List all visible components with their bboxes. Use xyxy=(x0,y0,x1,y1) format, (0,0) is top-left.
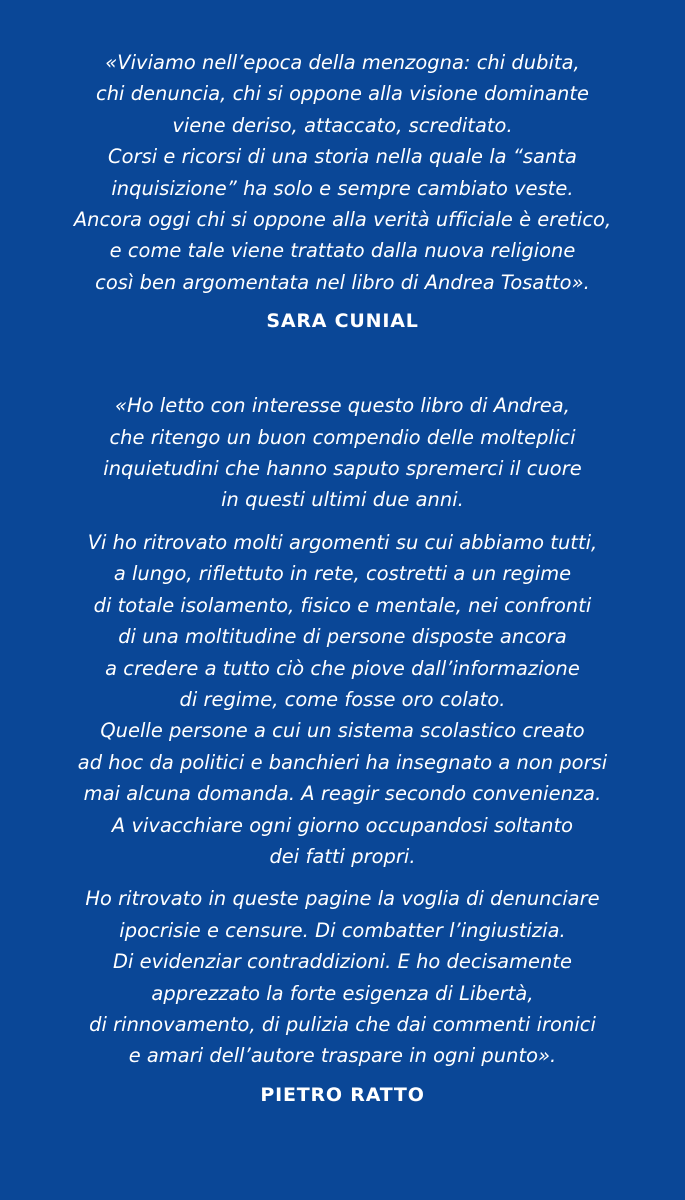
quote-line: mai alcuna domanda. A reagir secondo convenienza. xyxy=(83,782,602,806)
quote-paragraph xyxy=(40,390,645,516)
quote-line: inquietudini che hanno saputo spremerci il cuore xyxy=(103,457,582,481)
quote-line: in questi ultimi due anni. xyxy=(221,488,464,512)
quote-line: così ben argomentata nel libro di Andrea Tosatto». xyxy=(95,270,590,294)
quote-line: che ritengo un buon compendio delle molteplici xyxy=(109,425,576,449)
quote-paragraph xyxy=(40,527,645,872)
quote-paragraph xyxy=(40,883,645,1071)
quote-line: di rinnovamento, di pulizia che dai commenti ironici xyxy=(89,1012,596,1036)
quote-line: dei fatti propri. xyxy=(269,844,416,868)
author-name: SARA CUNIAL xyxy=(266,310,419,333)
quote-line: di totale isolamento, fisico e mentale, nei confronti xyxy=(93,593,592,617)
quote-line: Ho ritrovato in queste pagine la voglia di denunciare xyxy=(85,887,600,911)
quote-line: e come tale viene trattato dalla nuova religione xyxy=(109,239,576,263)
quote-line: Di evidenziar contraddizioni. E ho decisamente xyxy=(112,950,573,974)
quote-line: inquisizione” ha solo e sempre cambiato veste. xyxy=(111,176,574,200)
quote-line: «Ho letto con interesse questo libro di Andrea, xyxy=(115,394,570,418)
paragraph-spacer xyxy=(40,516,645,527)
quote-line: A vivacchiare ogni giorno occupandosi soltanto xyxy=(111,813,574,837)
quote-line: apprezzato la forte esigenza di Libertà, xyxy=(151,981,534,1005)
quote-line: a credere a tutto ciò che piove dall’informazione xyxy=(105,656,580,680)
paragraph-spacer xyxy=(40,872,645,883)
quote-line: Vi ho ritrovato molti argomenti su cui abbiamo tutti, xyxy=(87,530,598,554)
quote-line: e amari dell’autore traspare in ogni punto». xyxy=(128,1044,557,1068)
testimonial-pietro-ratto xyxy=(40,390,645,1106)
quote-line: a lungo, riflettuto in rete, costretti a un regime xyxy=(113,562,572,586)
quote-line: Corsi e ricorsi di una storia nella quale la “santa xyxy=(108,145,577,169)
quote-line: Quelle persone a cui un sistema scolastico creato xyxy=(100,719,585,743)
quote-paragraph xyxy=(40,47,645,298)
quote-line: ipocrisie e censure. Di combatter l’ingiustizia. xyxy=(119,918,566,942)
quote-line: ad hoc da politici e banchieri ha insegnato a non porsi xyxy=(77,750,608,774)
quote-line: di una moltitudine di persone disposte ancora xyxy=(118,625,567,649)
author-name: PIETRO RATTO xyxy=(260,1083,425,1106)
quote-line: chi denuncia, chi si oppone alla visione dominante xyxy=(96,82,589,106)
quote-line: viene deriso, attaccato, screditato. xyxy=(172,113,513,137)
quote-line: «Viviamo nell’epoca della menzogna: chi dubita, xyxy=(105,51,580,74)
quote-line: Ancora oggi chi si oppone alla verità ufficiale è eretico, xyxy=(73,208,612,232)
quote-line: di regime, come fosse oro colato. xyxy=(179,687,506,711)
testimonial-sara-cunial xyxy=(40,47,645,332)
